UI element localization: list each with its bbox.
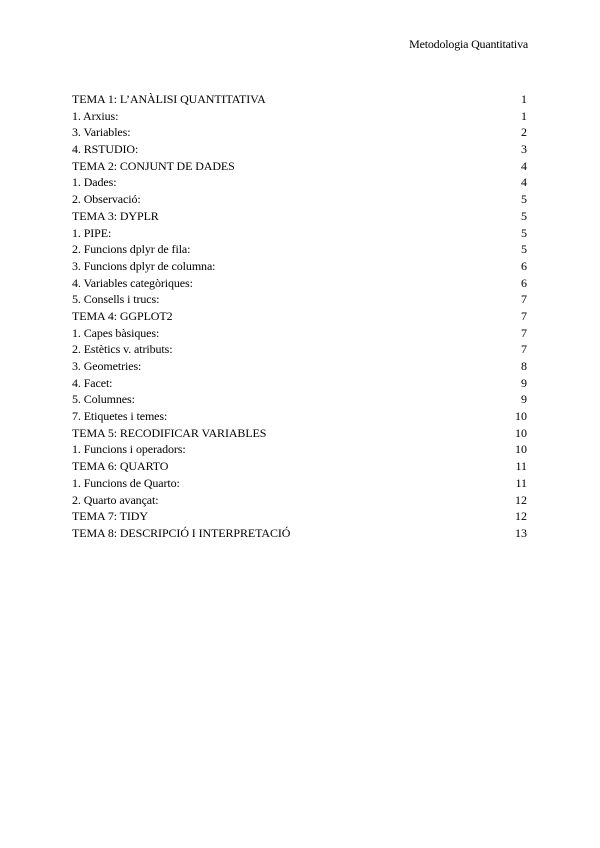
toc-entry-title: 1. PIPE: <box>72 225 112 240</box>
toc-entry[interactable] <box>72 425 527 442</box>
toc-entry-title: 1. Capes bàsiques: <box>72 325 160 340</box>
table-of-contents <box>72 91 527 542</box>
toc-entry[interactable] <box>72 341 527 358</box>
toc-entry-page: 1 <box>521 108 527 123</box>
toc-entry[interactable] <box>72 91 527 108</box>
toc-entry[interactable] <box>72 325 527 342</box>
toc-entry-title: TEMA 2: CONJUNT DE DADES <box>72 158 235 173</box>
toc-entry-page: 12 <box>515 492 527 507</box>
toc-entry-page: 2 <box>521 125 527 140</box>
toc-entry[interactable] <box>72 141 527 158</box>
toc-entry-title: 2. Estètics v. atributs: <box>72 342 173 357</box>
toc-entry-page: 6 <box>521 258 527 273</box>
toc-entry-title: TEMA 1: L’ANÀLISI QUANTITATIVA <box>72 92 266 106</box>
toc-entry-page: 5 <box>521 225 527 240</box>
toc-entry[interactable] <box>72 158 527 175</box>
toc-entry-title: 1. Funcions i operadors: <box>72 442 186 457</box>
toc-entry[interactable] <box>72 308 527 325</box>
toc-entry-title: 5. Consells i trucs: <box>72 292 160 307</box>
toc-entry-page: 1 <box>521 92 527 106</box>
toc-entry[interactable] <box>72 391 527 408</box>
toc-entry-page: 5 <box>521 208 527 223</box>
toc-entry-title: TEMA 8: DESCRIPCIÓ I INTERPRETACIÓ <box>72 525 291 540</box>
toc-entry-title: 3. Variables: <box>72 125 131 140</box>
toc-entry-page: 8 <box>521 359 527 373</box>
toc-entry-page: 5 <box>521 242 527 257</box>
toc-entry-title: 1. Arxius: <box>72 108 119 123</box>
toc-entry[interactable] <box>72 508 527 525</box>
toc-entry-title: 2. Quarto avançat: <box>72 492 159 507</box>
toc-entry[interactable] <box>72 241 527 258</box>
toc-entry-page: 13 <box>515 525 527 540</box>
toc-entry-page: 6 <box>521 275 527 290</box>
toc-entry[interactable] <box>72 275 527 292</box>
toc-entry-page: 5 <box>521 192 527 207</box>
toc-entry-title: 4. Facet: <box>72 375 113 390</box>
toc-entry-title: TEMA 4: GGPLOT2 <box>72 308 173 323</box>
toc-entry-page: 11 <box>515 459 527 474</box>
toc-entry-page: 7 <box>521 308 527 323</box>
toc-entry[interactable] <box>72 174 527 191</box>
toc-entry[interactable] <box>72 124 527 141</box>
toc-entry-page: 10 <box>515 409 527 424</box>
toc-entry-page: 10 <box>515 442 527 457</box>
toc-entry[interactable] <box>72 291 527 308</box>
toc-entry-title: 3. Funcions dplyr de columna: <box>72 258 216 273</box>
toc-entry[interactable] <box>72 408 527 425</box>
toc-entry-title: 4. Variables categòriques: <box>72 275 193 290</box>
toc-entry[interactable] <box>72 358 527 375</box>
toc-entry-page: 3 <box>521 142 527 157</box>
toc-entry-page: 9 <box>521 375 527 390</box>
toc-entry[interactable] <box>72 191 527 208</box>
toc-entry-page: 11 <box>515 475 527 490</box>
toc-entry-title: 1. Funcions de Quarto: <box>72 475 180 490</box>
toc-entry-title: 1. Dades: <box>72 175 117 190</box>
toc-entry-page: 9 <box>521 392 527 407</box>
toc-entry-page: 4 <box>521 175 527 190</box>
toc-entry-title: TEMA 5: RECODIFICAR VARIABLES <box>72 425 267 440</box>
toc-entry-title: 2. Funcions dplyr de fila: <box>72 242 191 257</box>
toc-entry[interactable] <box>72 525 527 542</box>
toc-entry[interactable] <box>72 225 527 242</box>
toc-entry-title: TEMA 7: TIDY <box>72 509 148 524</box>
toc-entry-title: 3. Geometries: <box>72 359 142 373</box>
toc-entry-title: 4. RSTUDIO: <box>72 142 139 157</box>
toc-entry-title: 7. Etiquetes i temes: <box>72 409 168 424</box>
toc-entry[interactable] <box>72 458 527 475</box>
toc-entry[interactable] <box>72 492 527 509</box>
toc-entry-page: 10 <box>515 425 527 440</box>
toc-entry-title: TEMA 3: DYPLR <box>72 208 159 223</box>
toc-entry[interactable] <box>72 475 527 492</box>
toc-entry[interactable] <box>72 441 527 458</box>
toc-entry-page: 12 <box>515 509 527 524</box>
toc-entry-page: 7 <box>521 342 527 357</box>
toc-entry-page: 7 <box>521 325 527 340</box>
toc-entry-title: 5. Columnes: <box>72 392 135 407</box>
toc-entry[interactable] <box>72 108 527 125</box>
toc-entry-page: 4 <box>521 158 527 173</box>
toc-entry[interactable] <box>72 375 527 392</box>
toc-entry-title: 2. Observació: <box>72 192 141 207</box>
toc-entry-title: TEMA 6: QUARTO <box>72 459 169 474</box>
toc-entry-page: 7 <box>521 292 527 307</box>
toc-entry[interactable] <box>72 208 527 225</box>
page-header-title: Metodologia Quantitativa <box>409 37 528 51</box>
toc-entry[interactable] <box>72 258 527 275</box>
